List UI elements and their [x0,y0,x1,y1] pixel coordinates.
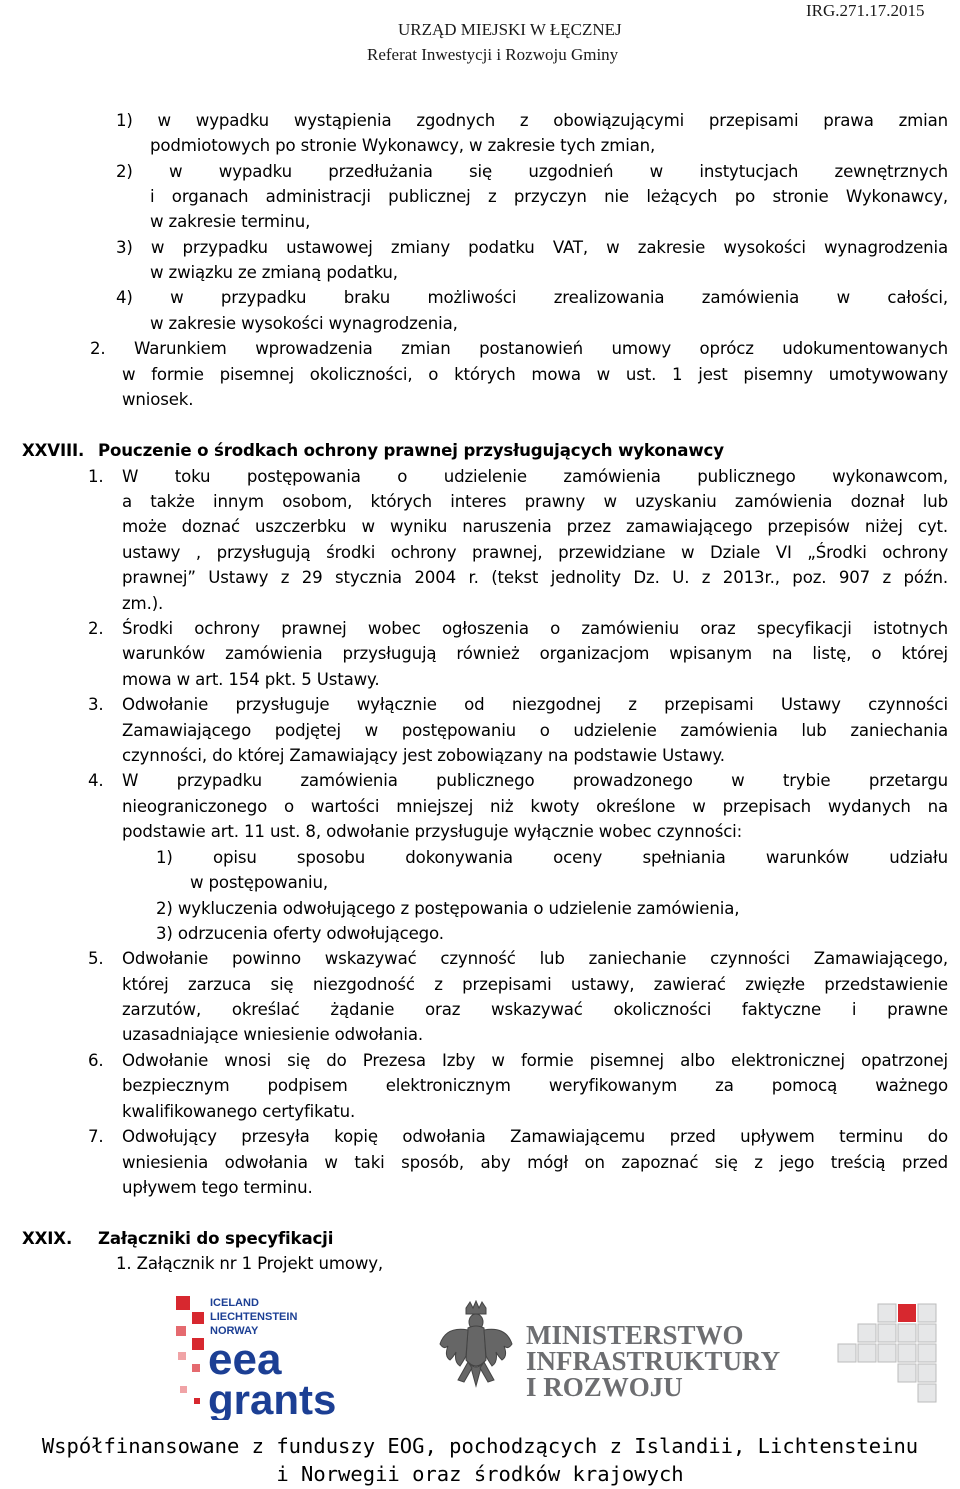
section-title: Załączniki do specyfikacji [98,1229,334,1248]
item-number: 2. [88,619,104,638]
polish-eagle-emblem [436,1300,516,1410]
list-item: w związku ze zmianą podatku, [150,263,398,282]
item-number: 6. [88,1051,104,1070]
paragraph: Środki ochrony prawnej wobec ogłoszenia o zamówieniu oraz specyfikacji istotnych [122,619,948,638]
item-number: 5. [88,949,104,968]
paragraph: ustawy , przysługują środki ochrony prawnej, przewidziane w Dziale VI „Środki ochrony [122,543,948,562]
paragraph: czynności, do której Zamawiający jest zobowiązany na podstawie Ustawy. [122,746,725,765]
paragraph: której zarzuca się niezgodność z przepisami ustawy, zawierać zwięzłe przedstawienie [122,975,948,994]
department-name: Referat Inwestycji i Rozwoju Gminy [367,45,619,64]
list-item: 3) odrzucenia oferty odwołującego. [156,924,444,943]
list-item: 2) w wypadku przedłużania się uzgodnień w instytucjach zewnętrznych [116,162,948,181]
list-item: 3) w przypadku ustawowej zmiany podatku VAT, w zakresie wysokości wynagrodzenia [116,238,948,257]
eagle-icon [436,1300,516,1410]
paragraph: zarzutów, określać żądanie oraz wskazywać okoliczności faktyczne i prawne [122,1000,948,1019]
paragraph: 2. Warunkiem wprowadzenia zmian postanowień umowy oprócz udokumentowanych [90,339,948,358]
paragraph: wniesienia odwołania w taki sposób, aby mógł on zapoznać się z jego treścią przed [122,1153,948,1172]
office-name: URZĄD MIEJSKI W ŁĘCZNEJ [398,20,622,39]
item-number: 7. [88,1127,104,1146]
paragraph: podstawie art. 11 ust. 8, odwołanie przysługuje wyłącznie wobec czynności: [122,822,743,841]
list-item: w zakresie wysokości wynagrodzenia, [150,314,458,333]
list-item: 4) w przypadku braku możliwości zrealizowania zamówienia w całości, [116,288,948,307]
item-number: 1. [88,467,104,486]
ministry-name-line1: MINISTERSTWO [526,1320,744,1350]
paragraph: prawnej” Ustawy z 29 stycznia 2004 r. (tekst jednolity Dz. U. z 2013r., poz. 907 z późn. [122,568,948,587]
list-item: podmiotowych po stronie Wykonawcy, w zakresie tych zmian, [150,136,656,155]
grants-word: grants [208,1376,337,1420]
paragraph: Odwołanie powinno wskazywać czynność lub zaniechanie czynności Zamawiającego, [122,949,948,968]
ministry-name-line3: I ROZWOJU [526,1372,683,1402]
item-number: 4. [88,771,104,790]
paragraph: kwalifikowanego certyfikatu. [122,1102,356,1121]
list-item: 1) w wypadku wystąpienia zgodnych z obowiązującymi przepisami prawa zmian [116,111,948,130]
document-number: IRG.271.17.2015 [806,1,925,20]
ministry-logo [526,1296,956,1406]
list-item: 1. Załącznik nr 1 Projekt umowy, [116,1254,384,1273]
ministry-name-line2: INFRASTRUKTURY [526,1346,781,1376]
section-title: Pouczenie o środkach ochrony prawnej przysługujących wykonawcy [98,441,724,460]
paragraph: Odwołujący przesyła kopię odwołania Zamawiającemu przed upływem terminu do [122,1127,948,1146]
footer-line2: i Norwegii oraz środków krajowych [276,1462,684,1486]
paragraph: a także innym osobom, których interes prawny w uzyskaniu zamówienia doznał lub [122,492,948,511]
item-number: 3. [88,695,104,714]
paragraph: bezpiecznym podpisem elektronicznym weryfikowanym za pomocą ważnego [122,1076,948,1095]
section-number: XXVIII. [22,441,85,460]
eea-country-liechtenstein: LIECHTENSTEIN [210,1311,298,1323]
paragraph: W toku postępowania o udzielenie zamówienia publicznego wykonawcom, [122,467,948,486]
paragraph: Zamawiającego podjętej w postępowaniu o udzielenie zamówienia lub zaniechania [122,721,948,740]
eea-country-norway: NORWAY [210,1325,259,1337]
paragraph: w formie pisemnej okoliczności, o których mowa w ust. 1 jest pisemny umotywowany [122,365,948,384]
list-item: w postępowaniu, [190,873,328,892]
paragraph: wniosek. [122,390,194,409]
list-item: 2) wykluczenia odwołującego z postępowania o udzielenie zamówienia, [156,899,740,918]
paragraph: nieograniczonego o wartości mniejszej niż kwoty określone w przepisach wydanych na [122,797,948,816]
footer-line1: Współfinansowane z funduszy EOG, pochodzących z Islandii, Lichtensteinu [41,1434,919,1458]
list-item: 1) opisu sposobu dokonywania oceny spełniania warunków udziału [156,848,948,867]
paragraph: Odwołanie przysługuje wyłącznie od niezgodnej z przepisami Ustawy czynności [122,695,948,714]
paragraph: może doznać uszczerbku w wyniku naruszenia przez zamawiającego przepisów niżej cyt. [122,517,948,536]
section-number: XXIX. [22,1229,73,1248]
paragraph: mowa w art. 154 pkt. 5 Ustawy. [122,670,380,689]
paragraph: uzasadniające wniesienie odwołania. [122,1025,424,1044]
list-item: w zakresie terminu, [150,212,311,231]
paragraph: upływem tego terminu. [122,1178,313,1197]
eea-grants-logo [170,1290,370,1420]
paragraph: warunków zamówienia przysługują również organizacjom wpisanym na listę, o której [122,644,948,663]
paragraph: zm.). [122,594,164,613]
eea-grants-logo-graphic [170,1290,370,1420]
ministry-logo-graphic [526,1296,956,1406]
paragraph: Odwołanie wnosi się do Prezesa Izby w formie pisemnej albo elektronicznej opatrzonej [122,1051,948,1070]
eea-word: eea [208,1335,282,1384]
list-item: i organach administracji publicznej z przyczyn nie leżących po stronie Wykonawcy, [150,187,948,206]
paragraph: W przypadku zamówienia publicznego prowadzonego w trybie przetargu [122,771,948,790]
eea-country-iceland: ICELAND [210,1297,259,1309]
